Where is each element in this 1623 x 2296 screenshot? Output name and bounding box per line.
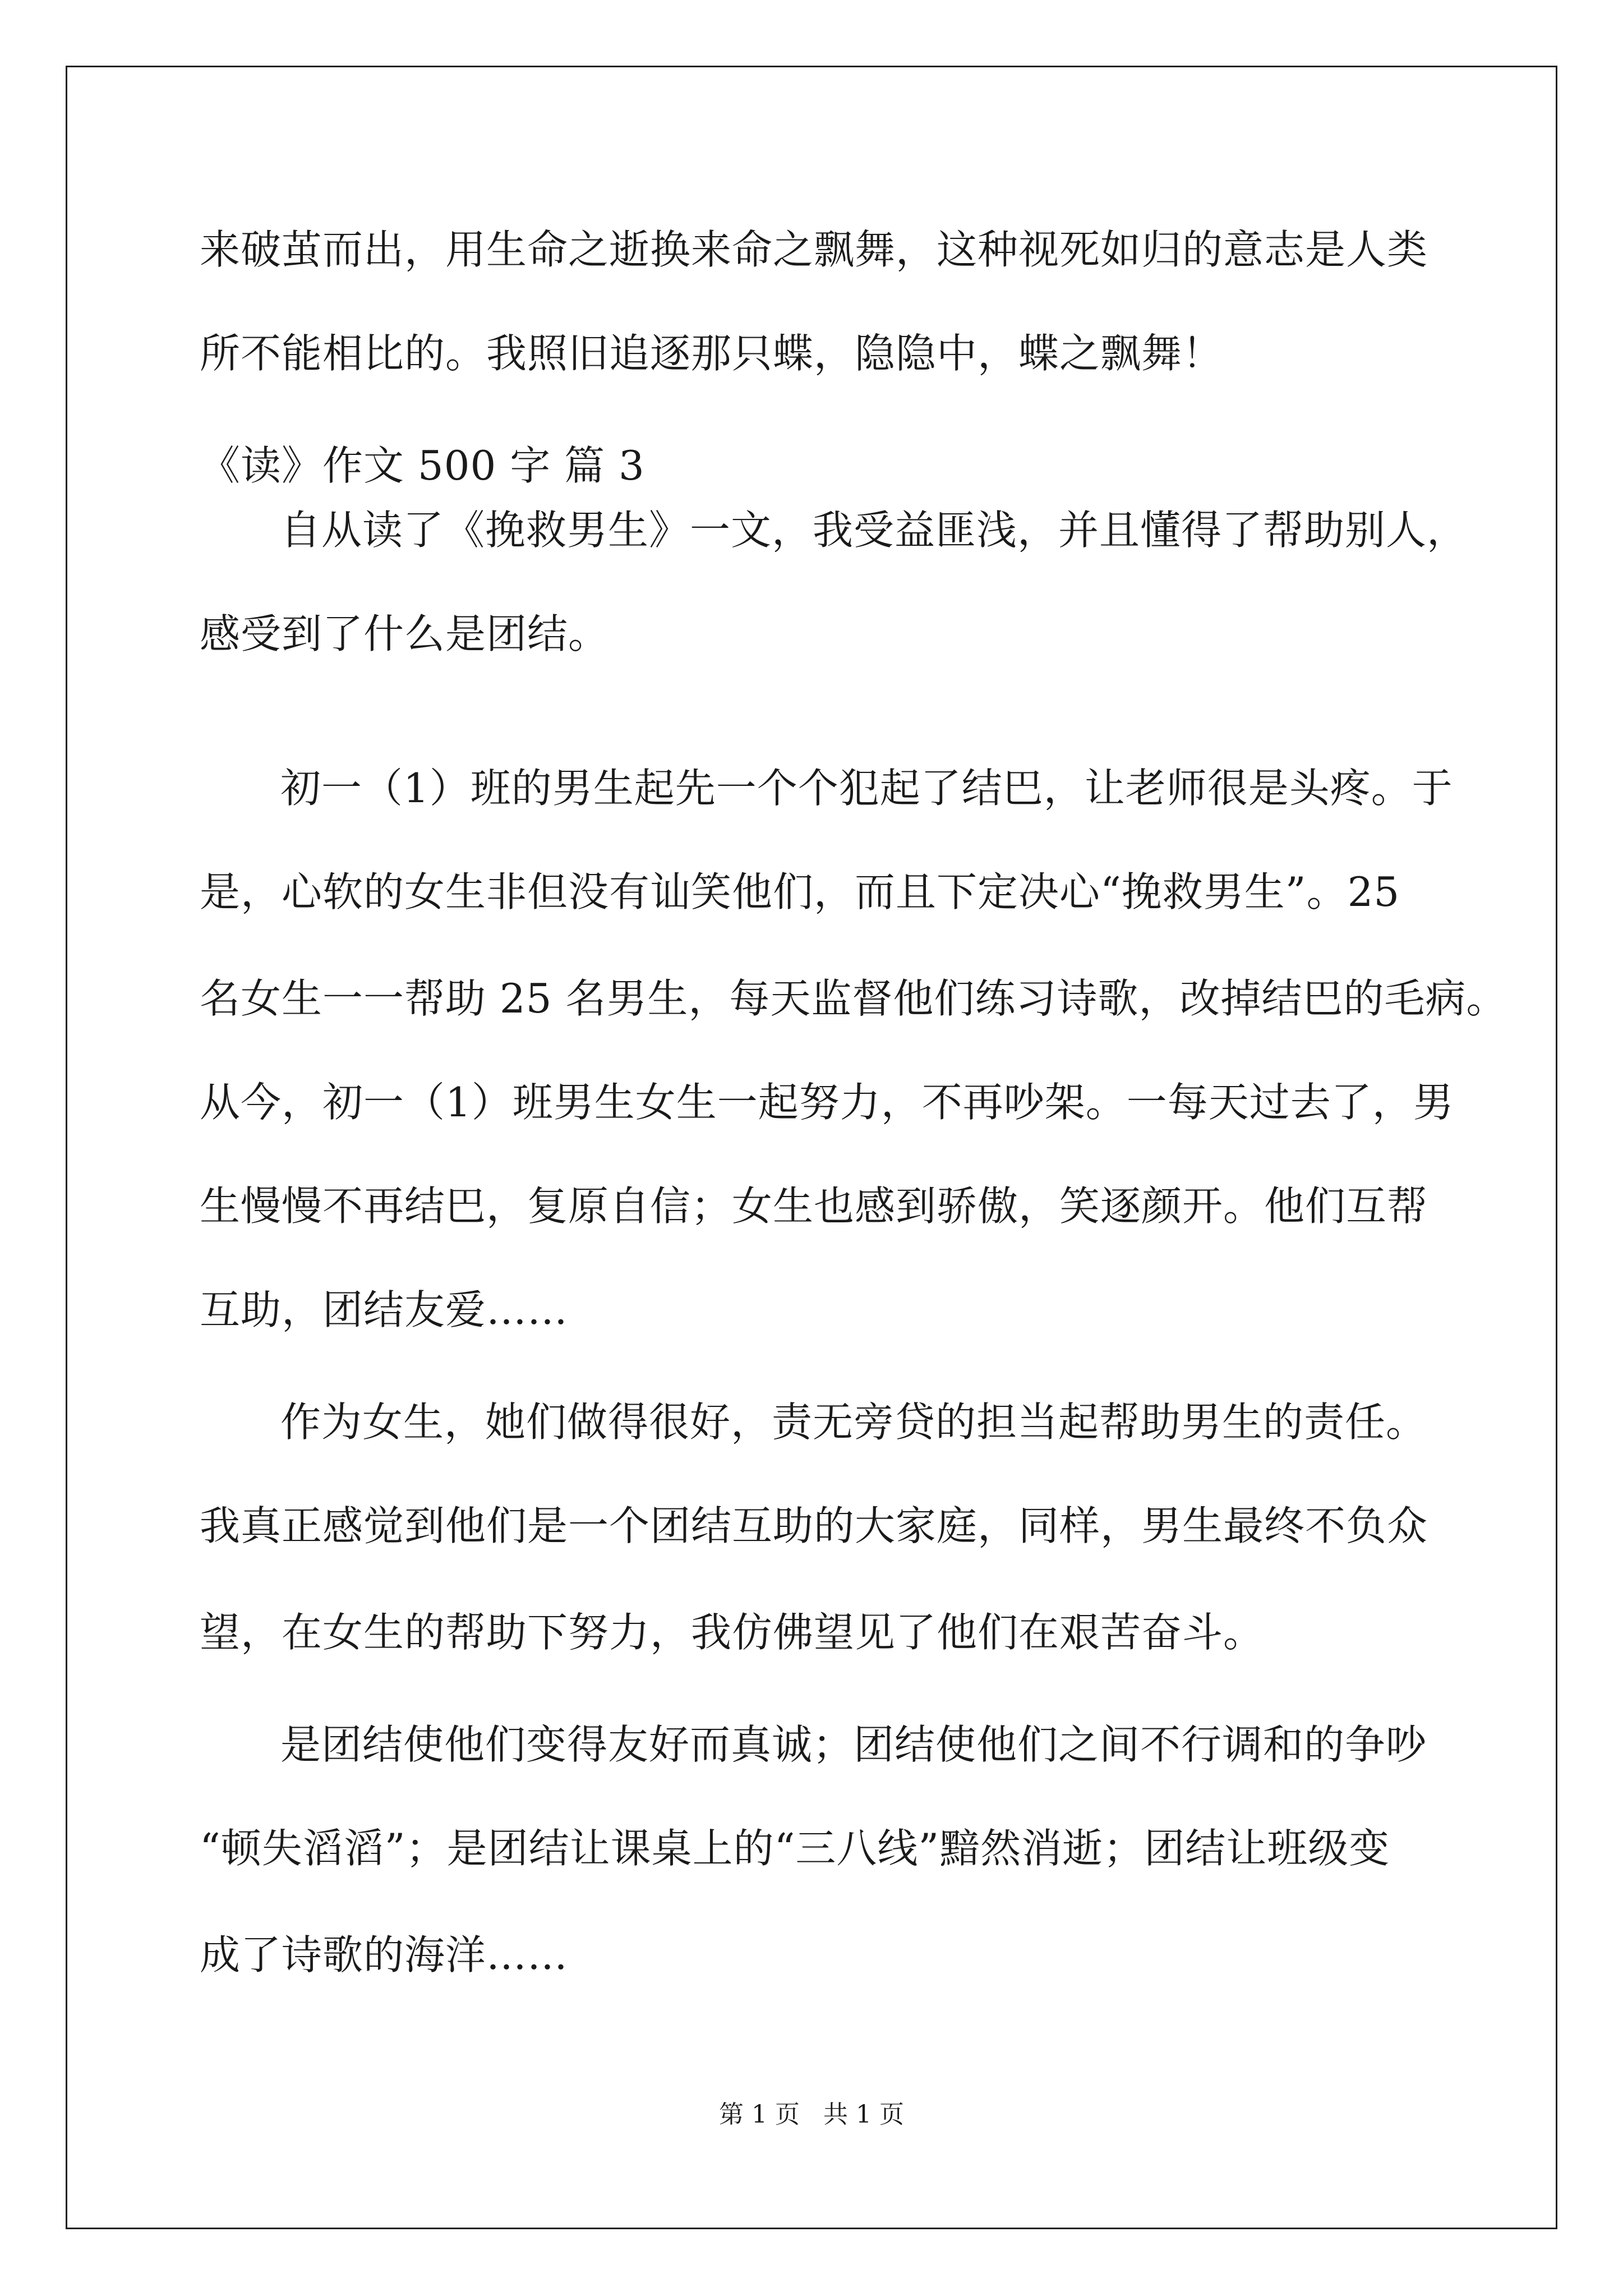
text-line: 所不能相比的。我照旧追逐那只蝶，隐隐中，蝶之飘舞！ [200,330,1224,377]
page-number-footer: 第 1 页 共 1 页 [719,2100,904,2129]
paragraph-start: 是团结使他们变得友好而真诚；团结使他们之间不行调和的争吵 [280,1721,1427,1768]
text-line: 来破茧而出，用生命之逝换来命之飘舞，这种视死如归的意志是人类 [200,226,1428,273]
text-line: 感受到了什么是团结。 [200,610,610,657]
paragraph-start: 自从读了《挽救男生》一文，我受益匪浅，并且懂得了帮助别人， [280,507,1468,554]
paragraph-start: 作为女生，她们做得很好，责无旁贷的担当起帮助男生的责任。 [280,1398,1427,1446]
text-line: 从今，初一（1）班男生女生一起努力，不再吵架。一每天过去了，男 [200,1079,1454,1126]
text-line: 名女生一一帮助 25 名男生，每天监督他们练习诗歌，改掉结巴的毛病。 [200,975,1507,1022]
text-line: 成了诗歌的海洋…… [200,1931,569,1978]
text-line: 是，心软的女生非但没有讪笑他们，而且下定决心“挽救男生”。25 [200,868,1400,915]
text-line: 生慢慢不再结巴，复原自信；女生也感到骄傲，笑逐颜开。他们互帮 [200,1182,1428,1230]
text-line: 望，在女生的帮助下努力，我仿佛望见了他们在艰苦奋斗。 [200,1609,1265,1656]
page-border [66,66,1557,2229]
paragraph-start: 初一（1）班的男生起先一个个犯起了结巴，让老师很是头疼。于 [280,765,1453,812]
text-line: “顿失滔滔”；是团结让课桌上的“三八线”黯然消逝；团结让班级变 [200,1825,1390,1872]
text-line: 我真正感觉到他们是一个团结互助的大家庭，同样，男生最终不负众 [200,1502,1428,1549]
section-heading: 《读》作文 500 字 篇 3 [200,442,645,489]
text-line: 互助，团结友爱…… [200,1286,569,1333]
